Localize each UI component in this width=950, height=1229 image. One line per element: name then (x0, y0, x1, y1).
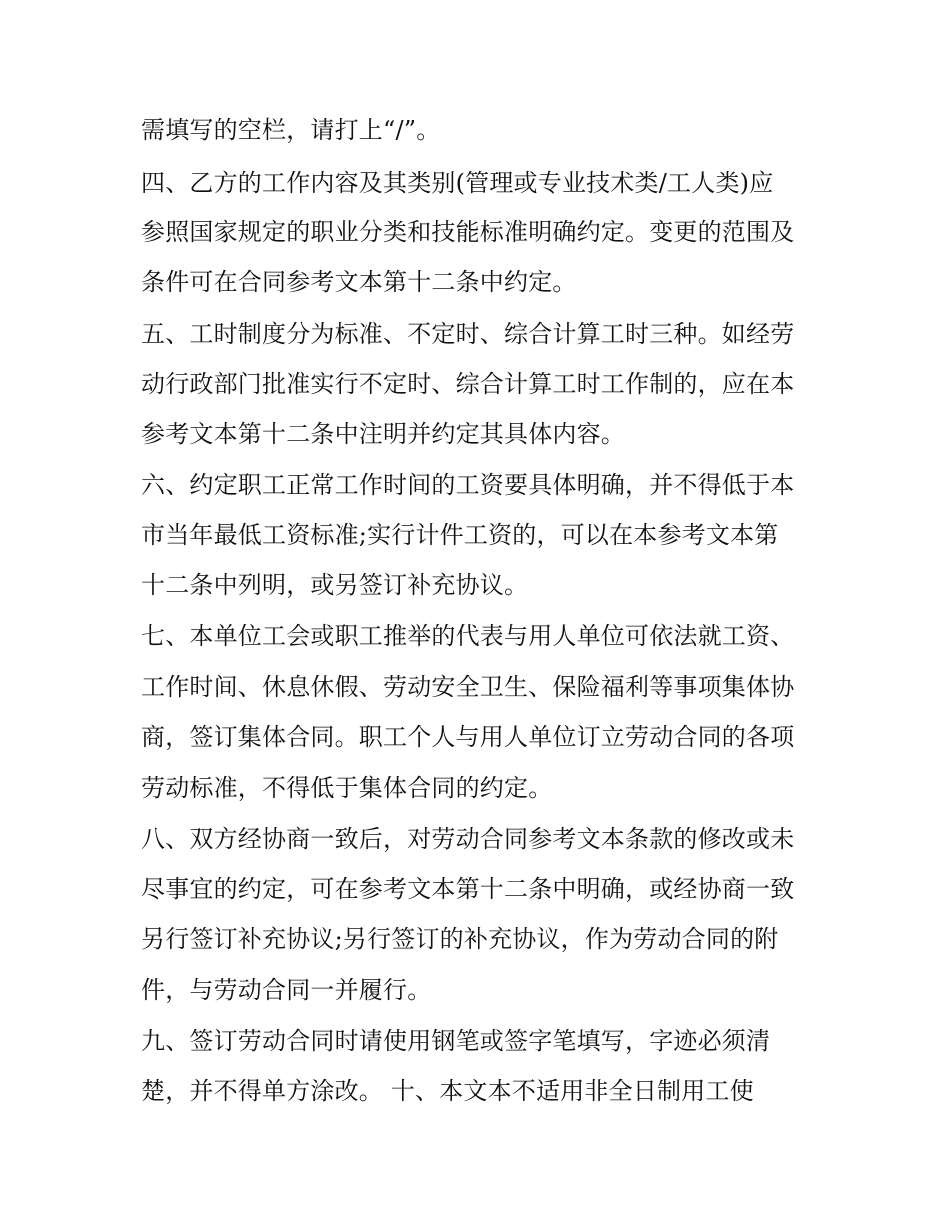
text-line: 四、乙方的工作内容及其类别(管理或专业技术类/工人类)应 (141, 169, 774, 197)
text-line: 工作时间、休息休假、劳动安全卫生、保险福利等事项集体协 (141, 673, 795, 701)
text-line: 十二条中列明，或另签订补充协议。 (141, 571, 529, 599)
text-line: 尽事宜的约定，可在参考文本第十二条中明确，或经协商一致 (141, 875, 795, 903)
text-line: 八、双方经协商一致后，对劳动合同参考文本条款的修改或未 (141, 825, 795, 853)
text-line: 市当年最低工资标准;实行计件工资的，可以在本参考文本第 (141, 521, 779, 549)
text-line: 楚，并不得单方涂改。 十、本文本不适用非全日制用工使 (141, 1077, 754, 1105)
text-line: 劳动标准，不得低于集体合同的约定。 (141, 774, 553, 802)
text-line: 件，与劳动合同一并履行。 (141, 976, 432, 1004)
text-line: 参照国家规定的职业分类和技能标准明确约定。变更的范围及 (141, 218, 795, 246)
text-line: 另行签订补充协议;另行签订的补充协议，作为劳动合同的附 (141, 925, 779, 953)
text-line: 商，签订集体合同。职工个人与用人单位订立劳动合同的各项 (141, 723, 795, 751)
text-line: 条件可在合同参考文本第十二条中约定。 (141, 268, 577, 296)
text-line: 六、约定职工正常工作时间的工资要具体明确，并不得低于本 (141, 471, 795, 499)
text-line: 九、签订劳动合同时请使用钢笔或签字笔填写，字迹必须清 (141, 1027, 771, 1055)
text-line: 七、本单位工会或职工推举的代表与用人单位可依法就工资、 (141, 622, 795, 650)
text-line: 参考文本第十二条中注明并约定其具体内容。 (141, 420, 625, 448)
text-line: 动行政部门批准实行不定时、综合计算工时工作制的，应在本 (141, 370, 795, 398)
text-line: 五、工时制度分为标准、不定时、综合计算工时三种。如经劳 (141, 320, 795, 348)
text-line: 需填写的空栏，请打上“/”。 (141, 116, 441, 144)
